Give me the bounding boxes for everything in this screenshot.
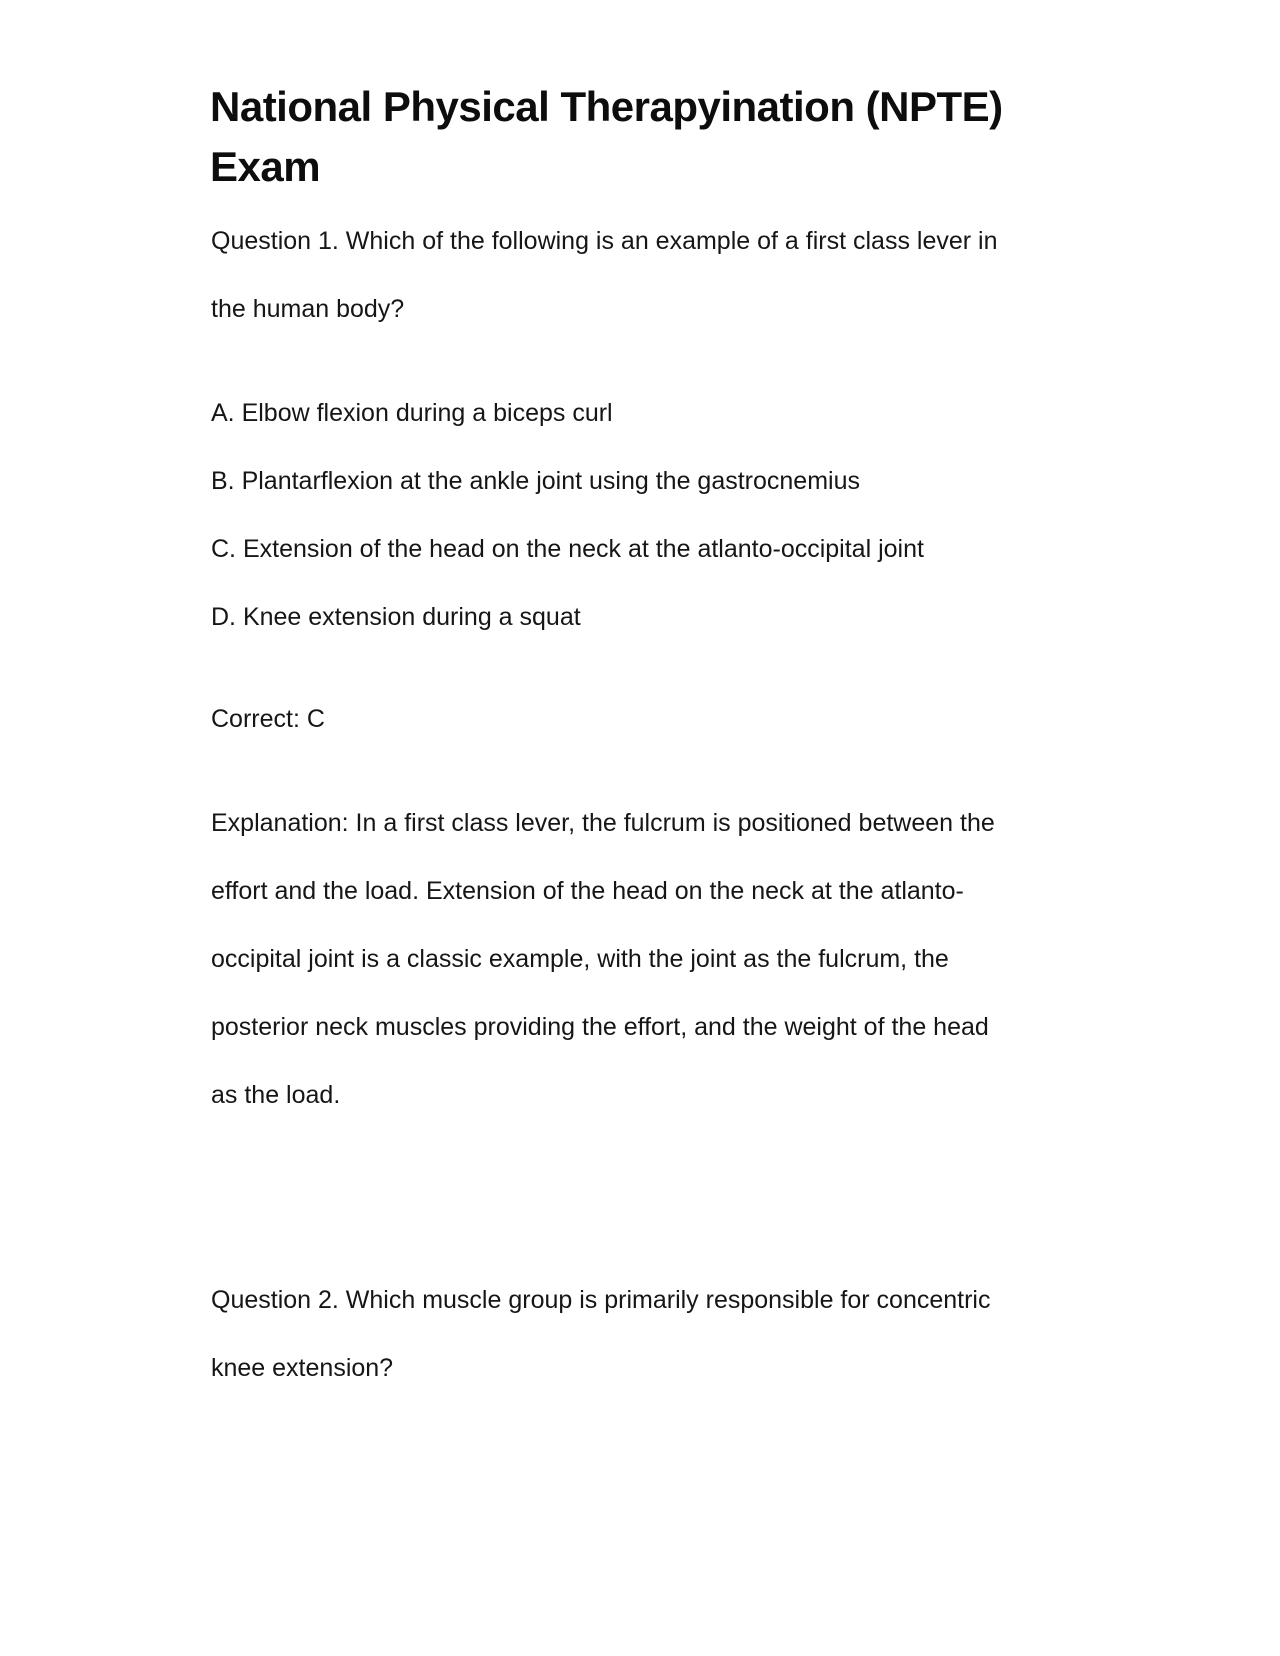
question-1-text-line-2: the human body? — [211, 295, 405, 323]
question-2-text-line-1: Question 2. Which muscle group is primarily responsible for concentric — [211, 1286, 991, 1314]
question-1-option-a: A. Elbow flexion during a biceps curl — [211, 399, 613, 427]
question-2-text-line-2: knee extension? — [211, 1354, 394, 1382]
question-1-text-line-1: Question 1. Which of the following is an example of a first class lever in — [211, 227, 998, 255]
question-1-explanation-line-1: Explanation: In a first class lever, the fulcrum is positioned between the — [211, 809, 995, 837]
question-1-option-d: D. Knee extension during a squat — [211, 603, 581, 631]
question-1-explanation-line-4: posterior neck muscles providing the effort, and the weight of the head — [211, 1013, 989, 1041]
document-title-line-1: National Physical Therapyination (NPTE) — [210, 83, 1003, 130]
question-1-explanation-line-5: as the load. — [211, 1081, 341, 1109]
question-1-correct-answer: Correct: C — [211, 705, 325, 733]
question-1-option-c: C. Extension of the head on the neck at the atlanto-occipital joint — [211, 535, 924, 563]
question-1-explanation-line-2: effort and the load. Extension of the head on the neck at the atlanto- — [211, 877, 964, 905]
question-1-explanation-line-3: occipital joint is a classic example, with the joint as the fulcrum, the — [211, 945, 949, 973]
document-title-line-2: Exam — [210, 143, 321, 190]
question-1-option-b: B. Plantarflexion at the ankle joint using the gastrocnemius — [211, 467, 860, 495]
